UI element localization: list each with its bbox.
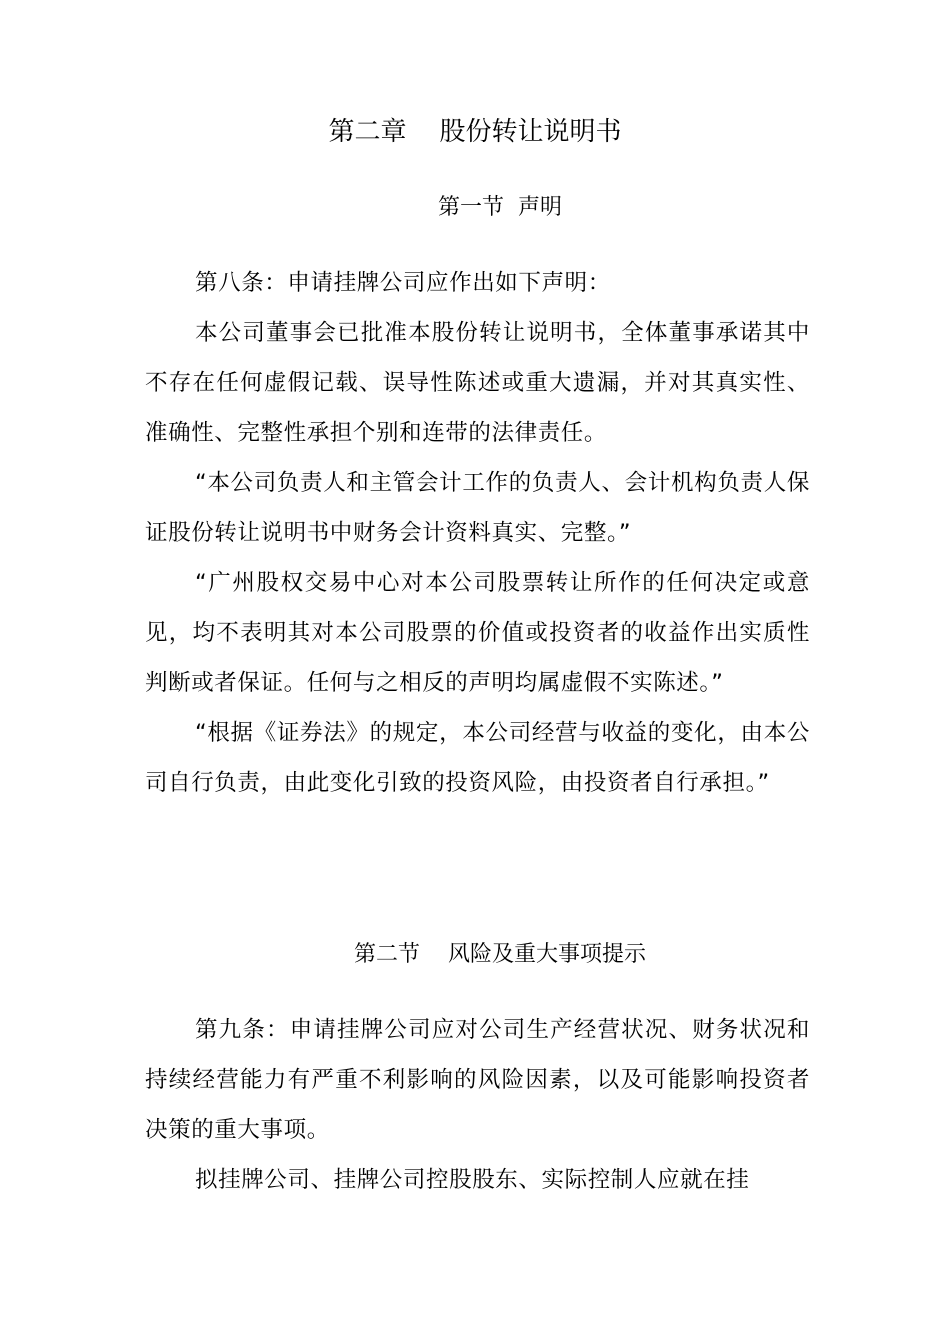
paragraph-accounting-statement: “本公司负责人和主管会计工作的负责人、会计机构负责人保证股份转让说明书中财务会计资料真实、完整。” — [145, 470, 810, 546]
article-9-paragraph: 第九条：申请挂牌公司应对公司生产经营状况、财务状况和持续经营能力有严重不利影响的风险因素，以及可能影响投资者决策的重大事项。 — [145, 1017, 810, 1143]
section-body-declaration — [145, 258, 810, 808]
paragraph-controlling-shareholder: 拟挂牌公司、挂牌公司控股股东、实际控制人应就在挂 — [195, 1167, 750, 1193]
paragraph-exchange-disclaimer: “广州股权交易中心对本公司股票转让所作的任何决定或意见，均不表明其对本公司股票的价值或投资者的收益作出实质性判断或者保证。任何与之相反的声明均属虚假不实陈述。” — [145, 570, 810, 696]
section-title-risk: 第二节 风险及重大事项提示 — [354, 942, 646, 967]
paragraph-securities-law: “根据《证券法》的规定，本公司经营与收益的变化，由本公司自行负责，由此变化引致的投资风险，由投资者自行承担。” — [145, 720, 810, 796]
paragraph-board-statement: 本公司董事会已批准本股份转让说明书，全体董事承诺其中不存在任何虚假记载、误导性陈述或重大遗漏，并对其真实性、准确性、完整性承担个别和连带的法律责任。 — [145, 320, 810, 446]
article-8-heading: 第八条：申请挂牌公司应作出如下声明： — [195, 270, 611, 296]
chapter-title: 第二章 股份转让说明书 — [328, 117, 622, 147]
section-title-declaration: 第一节 声明 — [438, 195, 562, 220]
section-body-risk — [145, 1005, 810, 1205]
